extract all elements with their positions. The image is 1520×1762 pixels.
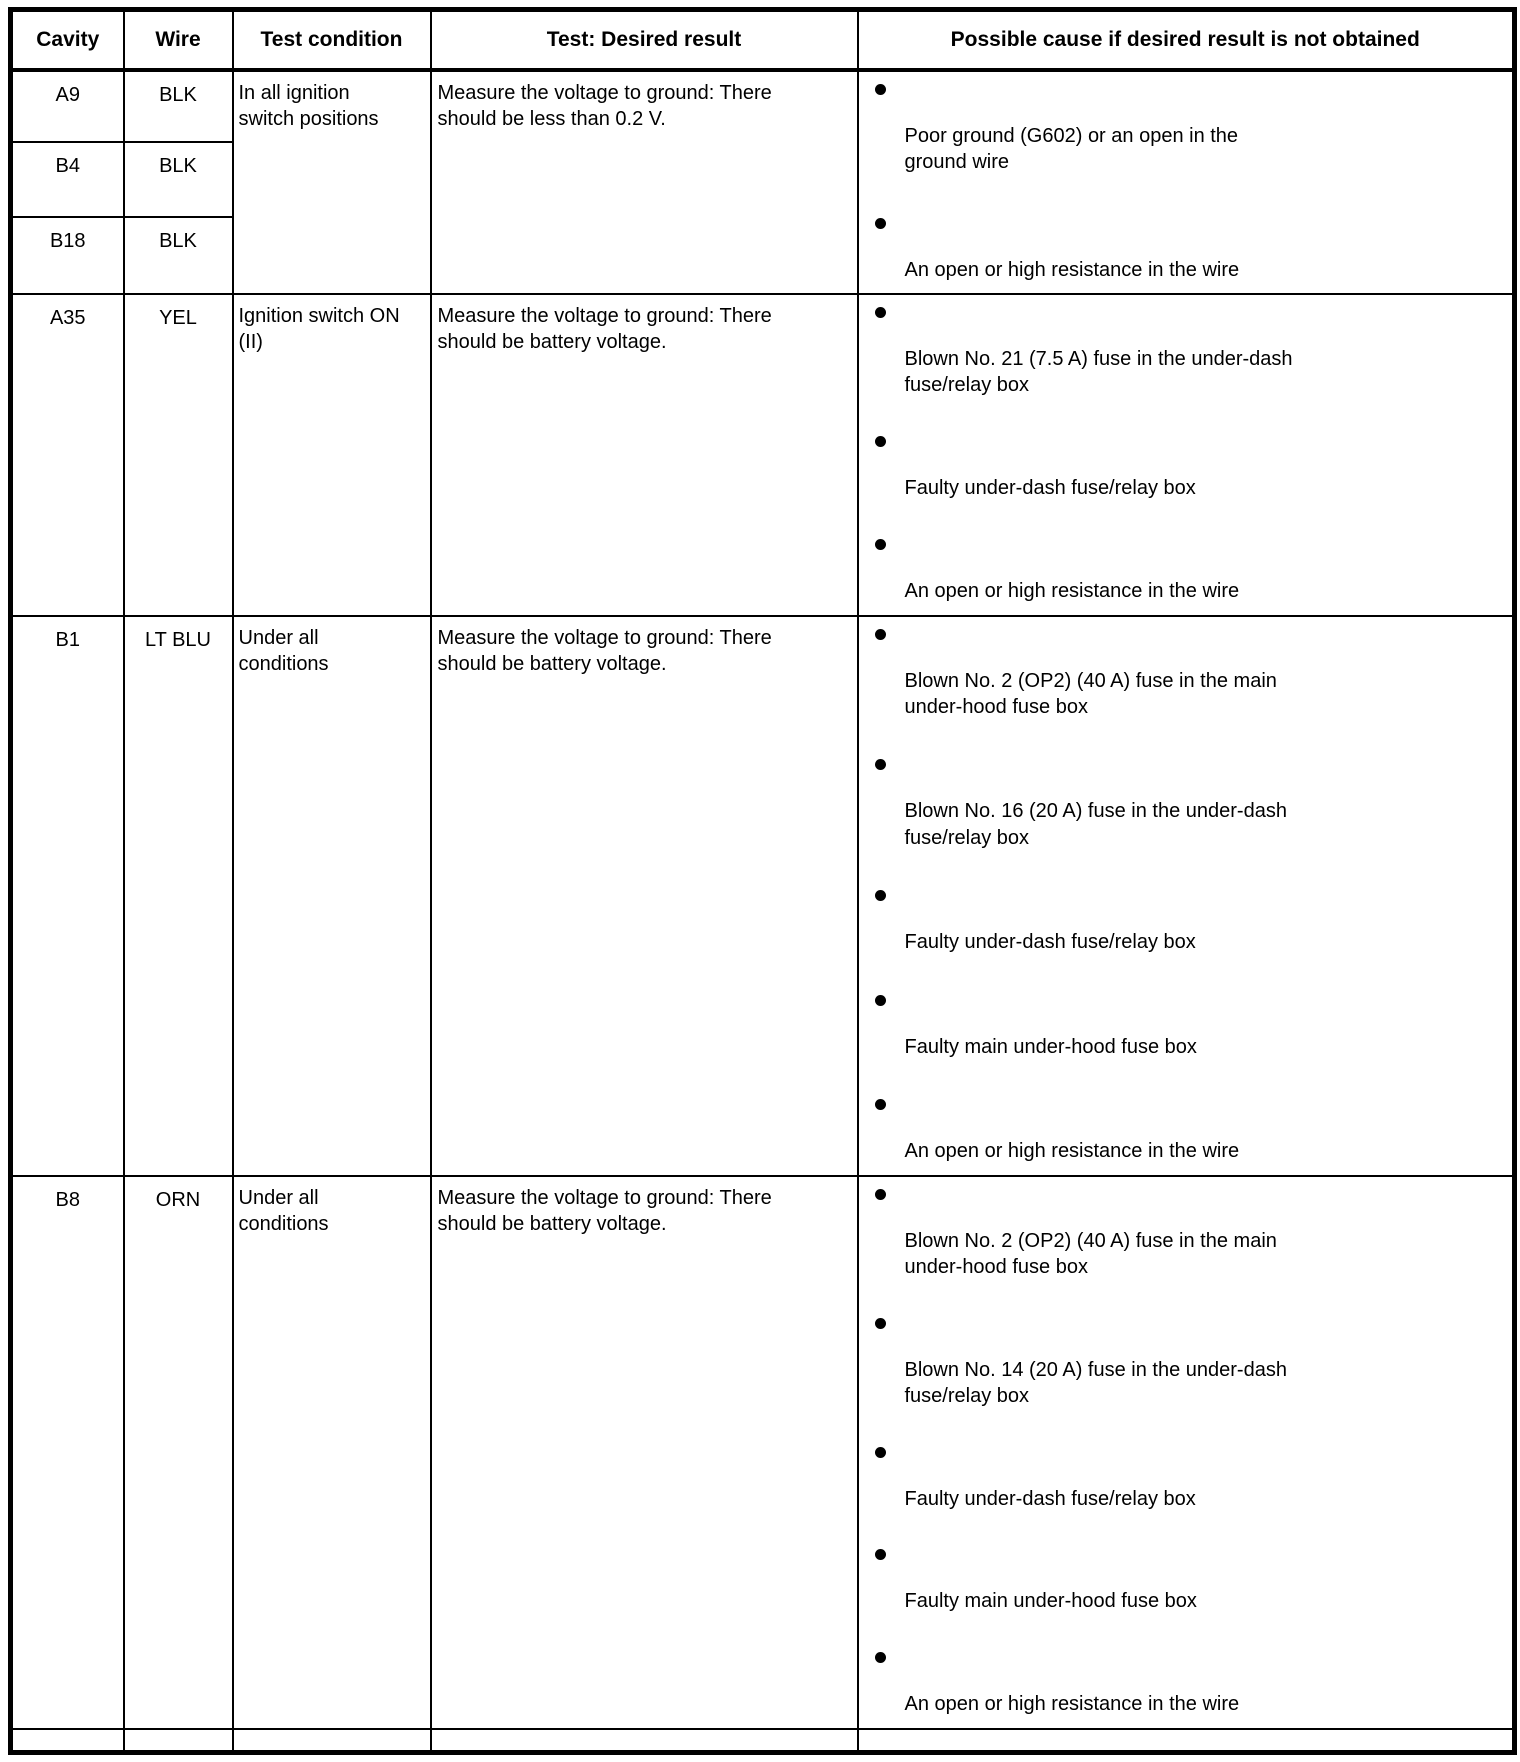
cavity-cell: A9 bbox=[11, 70, 124, 142]
bullet-icon bbox=[875, 759, 886, 770]
cause-list bbox=[859, 295, 1513, 611]
cause-item bbox=[859, 432, 1513, 501]
cause-list bbox=[859, 1177, 1513, 1724]
cause-text: Blown No. 16 (20 A) fuse in the under-dash fuse/relay box bbox=[904, 800, 1287, 849]
cause-item bbox=[859, 1185, 1513, 1281]
cause-text: An open or high resistance in the wire bbox=[904, 1693, 1240, 1716]
bullet-icon bbox=[875, 1318, 886, 1329]
cause-text: Blown No. 2 (OP2) (40 A) fuse in the main under-hood fuse box bbox=[904, 669, 1277, 718]
bullet-icon bbox=[875, 995, 886, 1006]
cause-item bbox=[859, 991, 1513, 1060]
header-possible-cause: Possible cause if desired result is not obtained bbox=[858, 10, 1515, 70]
cause-text: Blown No. 2 (OP2) (40 A) fuse in the main under-hood fuse box bbox=[904, 1229, 1277, 1278]
cause-item bbox=[859, 303, 1513, 399]
cause-text: Poor ground (G602) or an open in the ground wire bbox=[904, 124, 1239, 173]
cavity-cell: B1 bbox=[11, 616, 124, 1176]
empty-cell bbox=[124, 1729, 233, 1753]
bullet-icon bbox=[875, 1549, 886, 1560]
empty-cell bbox=[11, 1729, 124, 1753]
cause-text: Blown No. 14 (20 A) fuse in the under-dash fuse/relay box bbox=[904, 1358, 1287, 1407]
bullet-icon bbox=[875, 539, 886, 550]
cause-item bbox=[859, 1443, 1513, 1512]
table-row bbox=[11, 294, 1515, 616]
cause-item bbox=[859, 625, 1513, 721]
desired-result-cell: Measure the voltage to ground: There should be less than 0.2 V. bbox=[431, 70, 858, 294]
empty-cell bbox=[858, 1729, 1515, 1753]
test-condition-cell: Under all conditions bbox=[233, 616, 431, 1176]
bullet-icon bbox=[875, 629, 886, 640]
cause-item bbox=[859, 886, 1513, 955]
cause-item bbox=[859, 535, 1513, 604]
cause-text: Blown No. 21 (7.5 A) fuse in the under-dash fuse/relay box bbox=[904, 347, 1293, 396]
header-desired-result: Test: Desired result bbox=[431, 10, 858, 70]
test-condition-cell: In all ignition switch positions bbox=[233, 70, 431, 294]
wire-cell: BLK bbox=[124, 217, 233, 294]
cause-item bbox=[859, 1095, 1513, 1164]
cause-text: Faulty main under-hood fuse box bbox=[904, 1590, 1197, 1613]
cause-text: Faulty main under-hood fuse box bbox=[904, 1035, 1197, 1058]
wire-cell: BLK bbox=[124, 142, 233, 217]
empty-cell bbox=[233, 1729, 431, 1753]
cause-list bbox=[859, 617, 1513, 1171]
header-row bbox=[11, 10, 1515, 70]
possible-cause-cell bbox=[858, 1176, 1515, 1729]
bullet-icon bbox=[875, 84, 886, 95]
table-row-continuation bbox=[11, 1729, 1515, 1753]
cause-item bbox=[859, 755, 1513, 851]
header-wire: Wire bbox=[124, 10, 233, 70]
bullet-icon bbox=[875, 218, 886, 229]
bullet-icon bbox=[875, 1189, 886, 1200]
cavity-cell: B4 bbox=[11, 142, 124, 217]
table-row bbox=[11, 1176, 1515, 1729]
bullet-icon bbox=[875, 1099, 886, 1110]
cause-item bbox=[859, 1314, 1513, 1410]
wire-cell: BLK bbox=[124, 70, 233, 142]
table-row bbox=[11, 616, 1515, 1176]
cause-text: Faulty under-dash fuse/relay box bbox=[904, 1487, 1196, 1510]
cause-item bbox=[859, 1648, 1513, 1717]
cause-item bbox=[859, 80, 1513, 176]
possible-cause-cell bbox=[858, 70, 1515, 294]
cavity-cell: A35 bbox=[11, 294, 124, 616]
cause-list bbox=[859, 72, 1513, 290]
cavity-cell: B18 bbox=[11, 217, 124, 294]
test-condition-cell: Under all conditions bbox=[233, 1176, 431, 1729]
desired-result-cell: Measure the voltage to ground: There should be battery voltage. bbox=[431, 616, 858, 1176]
diagnostic-table bbox=[8, 7, 1517, 1755]
possible-cause-cell bbox=[858, 616, 1515, 1176]
bullet-icon bbox=[875, 890, 886, 901]
cause-text: An open or high resistance in the wire bbox=[904, 259, 1240, 282]
cause-text: An open or high resistance in the wire bbox=[904, 1140, 1240, 1163]
cause-item bbox=[859, 1545, 1513, 1614]
cause-item bbox=[859, 214, 1513, 283]
header-test-condition: Test condition bbox=[233, 10, 431, 70]
wire-cell: ORN bbox=[124, 1176, 233, 1729]
cause-text: Faulty under-dash fuse/relay box bbox=[904, 931, 1196, 954]
header-cavity: Cavity bbox=[11, 10, 124, 70]
bullet-icon bbox=[875, 1652, 886, 1663]
cause-text: Faulty under-dash fuse/relay box bbox=[904, 477, 1196, 499]
empty-cell bbox=[431, 1729, 858, 1753]
cause-text: An open or high resistance in the wire bbox=[904, 580, 1240, 603]
bullet-icon bbox=[875, 436, 886, 447]
table-row bbox=[11, 70, 1515, 142]
wire-cell: LT BLU bbox=[124, 616, 233, 1176]
desired-result-cell: Measure the voltage to ground: There should be battery voltage. bbox=[431, 294, 858, 616]
possible-cause-cell bbox=[858, 294, 1515, 616]
desired-result-cell: Measure the voltage to ground: There should be battery voltage. bbox=[431, 1176, 858, 1729]
wire-cell: YEL bbox=[124, 294, 233, 616]
test-condition-cell: Ignition switch ON (II) bbox=[233, 294, 431, 616]
bullet-icon bbox=[875, 1447, 886, 1458]
cavity-cell: B8 bbox=[11, 1176, 124, 1729]
bullet-icon bbox=[875, 307, 886, 318]
